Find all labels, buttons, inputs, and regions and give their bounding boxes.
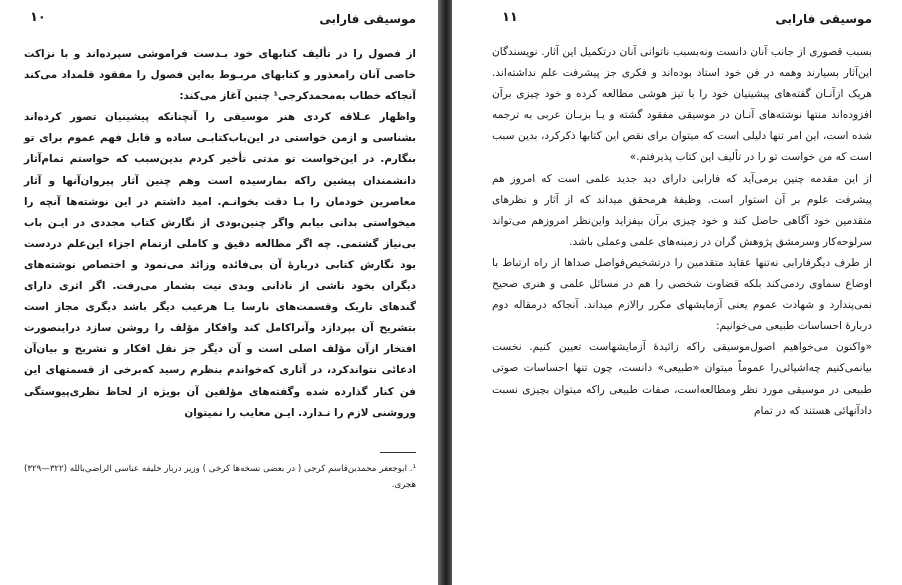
running-head [492, 0, 872, 34]
left-page [0, 0, 438, 585]
body-text [24, 44, 416, 424]
paragraph: واظهار عـلاقه کردی هنر موسیقی را آنچنانکه پیشینیان تصور کرده‌اند بشناسی و ازمن خواستی در این‌باب‌کتابـی ساده و قابل فهم عموم برای تو بنگارم. در این‌خواست تو مدتی تأخیر کردم بدین‌سبب که خواستم تمام‌آثار دانشمندان پیشین راکه بمارسیده است وهم چنین آثار پیروان‌آنها و آثار معاصرین خودمان را بـا دقت بخوانـم. امید داشتم در این نوشته‌ها آنچه را میخواستی بدانی بیابم واگر چنین‌بودی از نگارش کتاب مجددی در ایـن باب بی‌نیاز گشتمی. چه اگر مطالعه دقیق و کاملی ازتمام اجزاء این‌علم دردست بود نگارش کتابی دربارهٔ آن بی‌فائده وزائد می‌نمود و اختصاص نوشته‌های دیگران بخود ناشی از نادانی وبدی نیت بشمار می‌رفت. اگر اثری دارای گندهای تاریک وقسمت‌های نارسا یـا هرعیب دیگر باشد دیگری مجاز است بتشریح آن بپردازد وآنراکامل کند وافکار مؤلف را روشن سازد دراینصورت افتخار ازآن مؤلف اصلی است و آن دیگر جز نقل افکار و تشریح و بیان‌آن ادعائی نتواندکرد، در آثاری که‌خواندم بنظرم رسید که‌برخی از قسمتهای این فن کنار گذارده شده وگفته‌های مؤلفین آن بویژه از لحاظ نظری‌پیوستگی وروشنی لازم را نـدارد. ایـن معایب را نمیتوان [24, 111, 416, 419]
paragraph: از این مقدمه چنین برمی‌آید که فارابی دارای دید جدید علمی است که امروز هم پیشرفت علوم بر آن استوار است. وظیفهٔ هرمحقق میداند که از آثار و نظرهای متقدمین خود آگاهی حاصل کند و خود چیزی برآن بیفزاید واین‌نظر امروزهم می‌تواند سرلوحه‌کار وسرمشق پژوهش گران در زمینه‌های علمی وعملی باشد. [492, 172, 872, 248]
footnote: ¹. ابوجعفر محمدبن‌قاسم کرجی ( در بعضی نسخه‌ها کرخی ) وزیر دربار خلیفه عباسی الراضی‌بالله (۳۲۲—۳۲۹) هجری. [24, 463, 416, 490]
footnote-rule [380, 452, 416, 453]
running-title: موسیقی فارابی [775, 12, 872, 26]
paragraph: بسبب قصوری از جانب آنان دانست ونه‌بسبب ناتوانی آنان درتکمیل این آثار. نویسندگان این‌آثار بسیارند وهمه در فن خود استاد بوده‌اند و فکری جز پیشرفت علم نداشته‌اند. هریک ازآنـان گفته‌های پیشینیان خود را با تیز هوشی مطالعه کرده و خود چیزی برآن افزوده‌اند منتها نوشته‌های آنـان در موسیقی مفقود گشته و یـا بزبـان عربی به ترجمه شده است، این امر تنها دلیلی است که میتوان برای نقص این کتابها ذکرکرد، بدین سبب است که من خواست تو را در تألیف این کتاب پذیرفتم.» [492, 46, 872, 164]
running-title: موسیقی فارابی [319, 12, 416, 26]
running-head [24, 0, 416, 34]
paragraph: «واکنون می‌خواهیم اصول‌موسیقی راکه زائیدهٔ آزمایشهاست تعیین کنیم. نخست بیانمی‌کنیم چه‌اشیائی‌را عموماً میتوان «طبیعی» دانست، چون تنها احساسات صوتی طبیعی در موسیقی مورد نظر ومطالعه‌است، صفات طبیعی راکه میتوان بچیزی نسبت دادآنهائی هستند که در تمام [492, 341, 872, 417]
page-number: ۱۰ [30, 10, 46, 25]
paragraph: از فصول را در تألیف کتابهای خود بـدست فراموشی سپرده‌اند و با نزاکت خاصی آنان رامعذور و کتابهای مربـوط به‌این فصول را مفقود قلمداد می‌کند آنجاکه خطاب به‌محمدکرجی¹ چنین آغاز می‌کند: [24, 48, 416, 103]
body-text [492, 42, 872, 422]
book-gutter [438, 0, 452, 585]
page-number: ۱۱ [502, 10, 518, 25]
right-page [452, 0, 902, 585]
paragraph: از طرف دیگرفارابی نه‌تنها عقاید متقدمین را درتشخیص‌فواصل صداها از راه ارتباط با اوضاع سماوی ردمی‌کند بلکه قضاوت شخصی را هم در مسائل علمی و هنری صحیح نمی‌پندارد و شهادت عموم یعنی آزمایشهای مکرر رالازم‌ میداند. آنجاکه درمقاله دوم دربارهٔ احساسات طبیعی می‌خوانیم: [492, 256, 872, 333]
